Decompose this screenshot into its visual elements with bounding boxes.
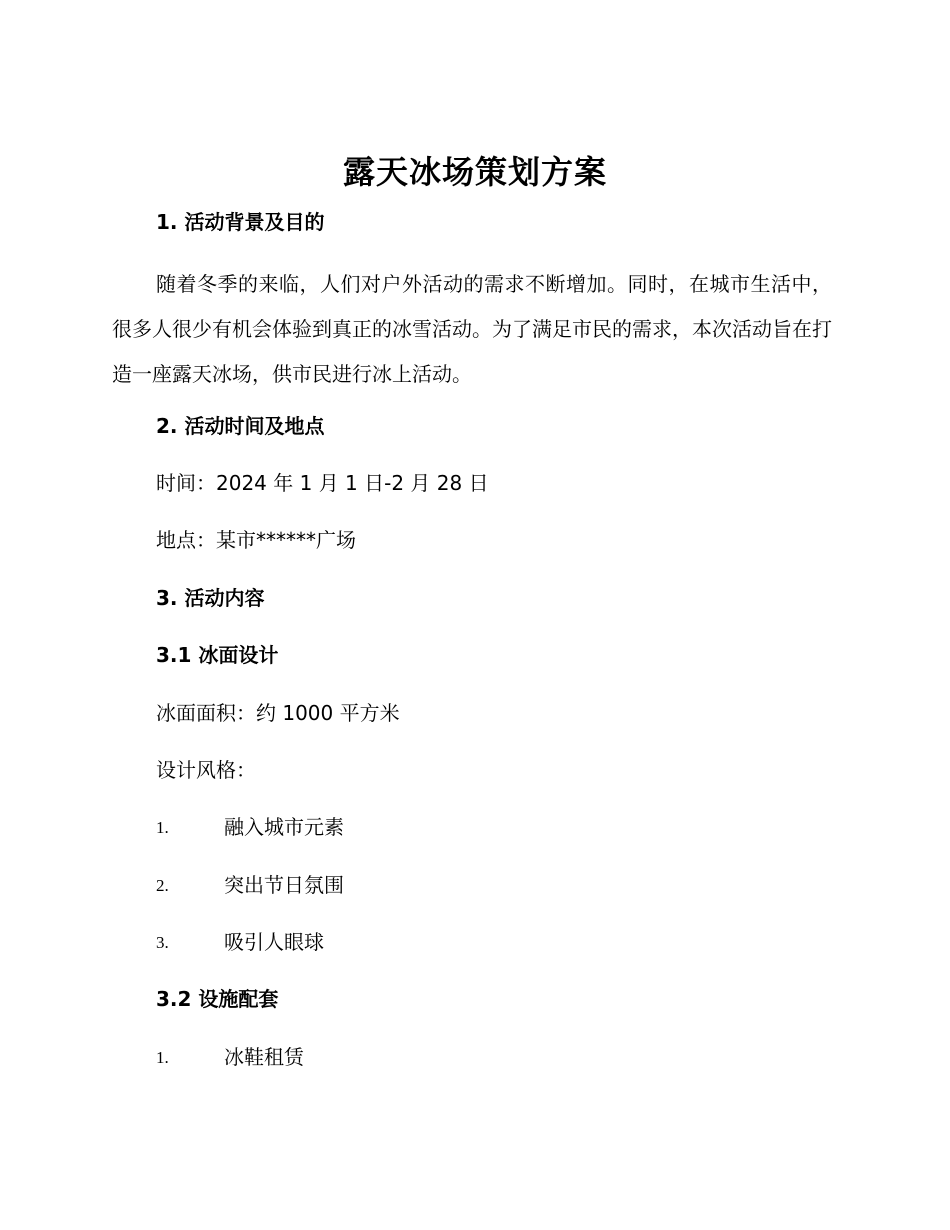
list-number: 2. <box>156 876 169 895</box>
event-time: 时间：2024 年 1 月 1 日-2 月 28 日 <box>156 471 489 495</box>
design-style-label: 设计风格： <box>156 758 256 782</box>
section-3-1-heading: 3.1 冰面设计 <box>156 643 279 667</box>
list-text: 突出节日氛围 <box>224 873 344 897</box>
list-text: 冰鞋租赁 <box>224 1045 304 1069</box>
ice-area: 冰面面积：约 1000 平方米 <box>156 701 400 725</box>
section-1-paragraph: 随着冬季的来临，人们对户外活动的需求不断增加。同时，在城市生活中，很多人很少有机会体验到真正的冰雪活动。为了满足市民的需求，本次活动旨在打造一座露天冰场，供市民进行冰上活动。 <box>112 272 832 386</box>
list-number: 1. <box>156 1048 169 1067</box>
list-number: 1. <box>156 818 169 837</box>
section-1-heading: 1. 活动背景及目的 <box>156 210 325 234</box>
section-3-heading: 3. 活动内容 <box>156 586 265 610</box>
list-text: 吸引人眼球 <box>224 930 324 954</box>
section-2-heading: 2. 活动时间及地点 <box>156 414 325 438</box>
section-3-2-heading: 3.2 设施配套 <box>156 987 279 1011</box>
event-place: 地点：某市******广场 <box>156 528 356 552</box>
list-number: 3. <box>156 933 169 952</box>
document-title: 露天冰场策划方案 <box>342 153 607 191</box>
list-text: 融入城市元素 <box>224 815 344 839</box>
